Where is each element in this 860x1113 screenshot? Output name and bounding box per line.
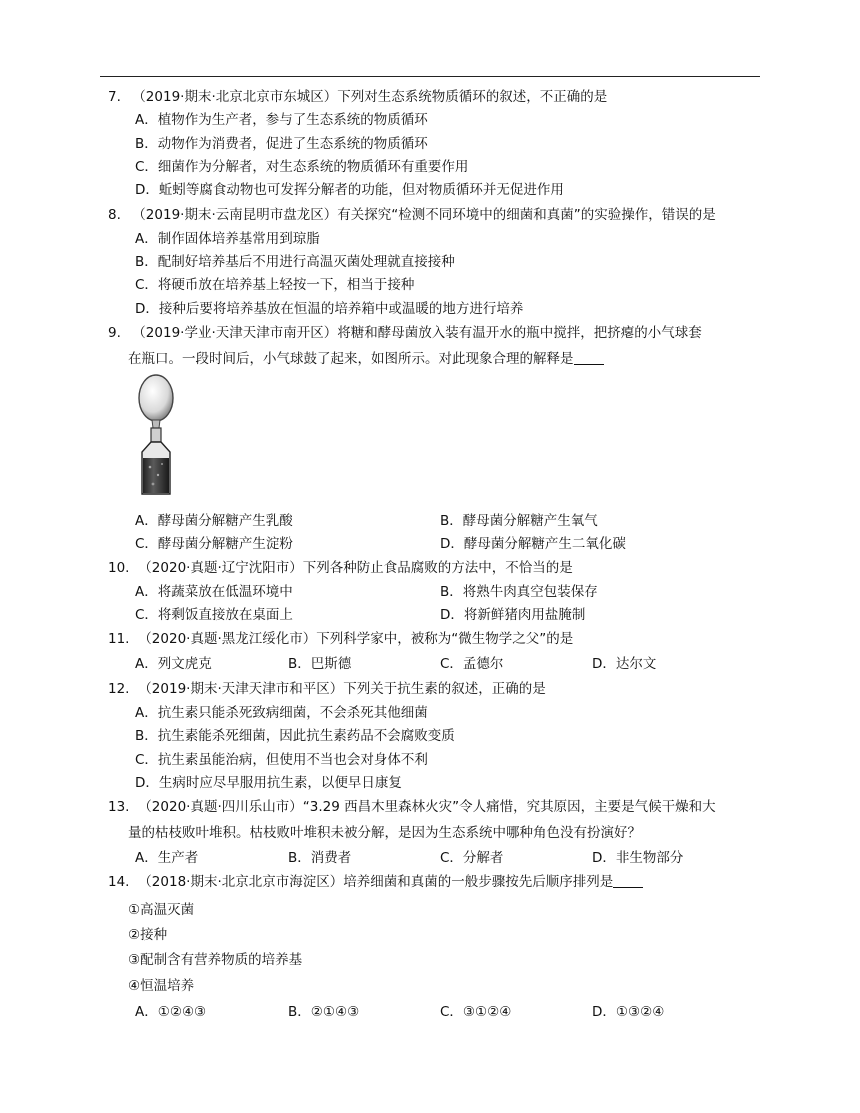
question-number: 10. <box>108 560 130 576</box>
question-number: 7. <box>108 89 121 105</box>
question-stem-line1: （2020·真题·四川乐山市）“3.29 西昌木里森林火灾”令人痛惜，究其原因，主要是气候干燥和大 <box>138 799 716 815</box>
option-d[interactable]: D．将新鲜猪肉用盐腌制 <box>440 607 586 623</box>
step-item: ③配制含有营养物质的培养基 <box>128 952 303 968</box>
option-d[interactable]: D．①③②④ <box>592 1004 665 1020</box>
option-d[interactable]: D．达尔文 <box>592 656 657 672</box>
option-c[interactable]: C．③①②④ <box>440 1004 512 1020</box>
option-a[interactable]: A．酵母菌分解糖产生乳酸 <box>135 513 293 529</box>
option-c[interactable]: C．将硬币放在培养基上轻按一下，相当于接种 <box>135 277 415 293</box>
question-14 <box>108 870 768 890</box>
question-13 <box>108 795 768 815</box>
question-8 <box>108 203 768 223</box>
question-number: 9. <box>108 325 121 341</box>
question-number: 13. <box>108 799 130 815</box>
step-item: ④恒温培养 <box>128 978 195 994</box>
question-stem: （2018·期末·北京北京市海淀区）培养细菌和真菌的一般步骤按先后顺序排列是 <box>138 874 614 890</box>
question-7 <box>108 85 768 105</box>
question-stem: （2020·真题·黑龙江绥化市）下列科学家中，被称为“微生物学之父”的是 <box>138 631 574 647</box>
option-b[interactable]: B．酵母菌分解糖产生氧气 <box>440 513 598 529</box>
option-c[interactable]: C．分解者 <box>440 850 504 866</box>
option-b[interactable]: B．配制好培养基后不用进行高温灭菌处理就直接接种 <box>135 254 455 270</box>
step-item: ①高温灭菌 <box>128 902 195 918</box>
option-c[interactable]: C．孟德尔 <box>440 656 504 672</box>
option-d[interactable]: D．非生物部分 <box>592 850 684 866</box>
option-b[interactable]: B．②①④③ <box>288 1004 360 1020</box>
question-stem-line1: （2019·学业·天津天津市南开区）将糖和酵母菌放入装有温开水的瓶中搅拌，把挤瘪的小气球套 <box>132 325 702 341</box>
answer-blank[interactable] <box>574 350 604 365</box>
question-number: 8. <box>108 207 121 223</box>
option-d[interactable]: D．酵母菌分解糖产生二氧化碳 <box>440 536 626 552</box>
question-stem-line2: 在瓶口。一段时间后，小气球鼓了起来，如图所示。对此现象合理的解释是 <box>128 351 574 367</box>
option-b[interactable]: B．将熟牛肉真空包装保存 <box>440 584 598 600</box>
question-number: 14. <box>108 874 130 890</box>
question-stem: （2019·期末·天津天津市和平区）下列关于抗生素的叙述，正确的是 <box>138 681 546 697</box>
option-b[interactable]: B．动物作为消费者，促进了生态系统的物质循环 <box>135 136 428 152</box>
question-number: 12. <box>108 681 130 697</box>
option-a[interactable]: A．①②④③ <box>135 1004 207 1020</box>
option-b[interactable]: B．消费者 <box>288 850 352 866</box>
question-stem: （2020·真题·辽宁沈阳市）下列各种防止食品腐败的方法中，不恰当的是 <box>138 560 573 576</box>
option-b[interactable]: B．抗生素能杀死细菌，因此抗生素药品不会腐败变质 <box>135 728 455 744</box>
option-c[interactable]: C．抗生素虽能治病，但使用不当也会对身体不利 <box>135 752 428 768</box>
option-a[interactable]: A．抗生素只能杀死致病细菌，不会杀死其他细菌 <box>135 705 428 721</box>
option-a[interactable]: A．制作固体培养基常用到琼脂 <box>135 231 320 247</box>
question-stem: （2019·期末·北京北京市东城区）下列对生态系统物质循环的叙述，不正确的是 <box>132 89 608 105</box>
balloon-bottle-figure <box>128 372 180 498</box>
option-d[interactable]: D．蚯蚓等腐食动物也可发挥分解者的功能，但对物质循环并无促进作用 <box>135 182 564 198</box>
question-9-continued <box>128 347 604 367</box>
answer-blank[interactable] <box>613 873 643 888</box>
question-stem: （2019·期末·云南昆明市盘龙区）有关探究“检测不同环境中的细菌和真菌”的实验操作，错误的是 <box>132 207 716 223</box>
balloon-bottle-icon <box>128 372 180 498</box>
option-b[interactable]: B．巴斯德 <box>288 656 352 672</box>
option-c[interactable]: C．将剩饭直接放在桌面上 <box>135 607 293 623</box>
option-c[interactable]: C．细菌作为分解者，对生态系统的物质循环有重要作用 <box>135 159 469 175</box>
option-d[interactable]: D．接种后要将培养基放在恒温的培养箱中或温暖的地方进行培养 <box>135 301 524 317</box>
option-d[interactable]: D．生病时应尽早服用抗生素，以便早日康复 <box>135 775 402 791</box>
question-11 <box>108 627 768 647</box>
question-9 <box>108 321 768 341</box>
option-a[interactable]: A．生产者 <box>135 850 199 866</box>
step-item: ②接种 <box>128 927 168 943</box>
option-a[interactable]: A．植物作为生产者，参与了生态系统的物质循环 <box>135 112 428 128</box>
question-12 <box>108 677 768 697</box>
option-a[interactable]: A．将蔬菜放在低温环境中 <box>135 584 293 600</box>
option-c[interactable]: C．酵母菌分解糖产生淀粉 <box>135 536 293 552</box>
option-a[interactable]: A．列文虎克 <box>135 656 212 672</box>
question-13-continued: 量的枯枝败叶堆积。枯枝败叶堆积未被分解，是因为生态系统中哪种角色没有扮演好？ <box>128 825 641 841</box>
header-rule <box>100 76 760 77</box>
question-number: 11. <box>108 631 130 647</box>
question-10 <box>108 556 768 576</box>
